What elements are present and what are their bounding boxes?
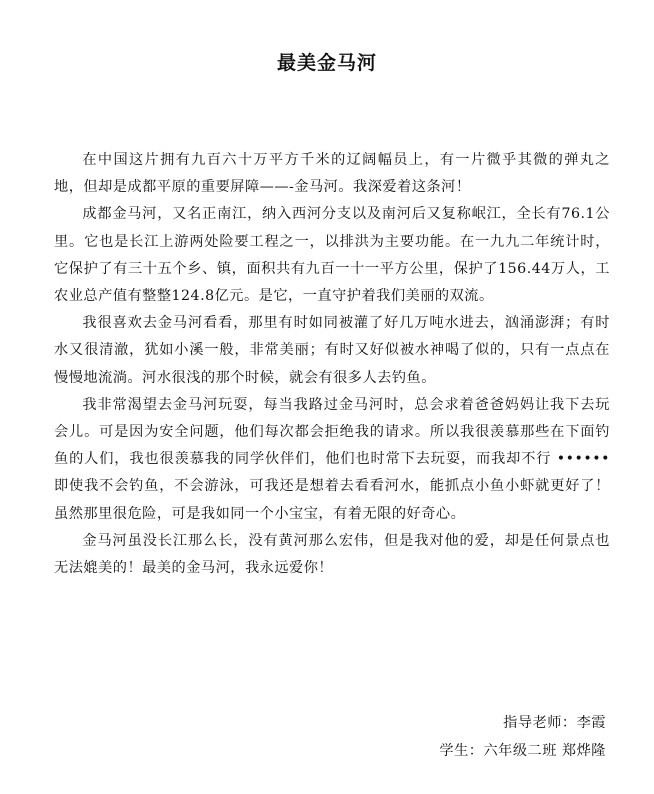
essay-body	[54, 147, 610, 582]
paragraph-2: 成都金马河，又名正南江，纳入西河分支以及南河后又复称岷江，全长有76.1公里。它也是长江上游两处险要工程之一，以排洪为主要功能。在一九九二年统计时，它保护了有三十五个乡、镇，面积共有九百一十一平方公里，保护了156.44万人，工农业总产值有整整124.8亿元。是它，一直守护着我们美丽的双流。	[54, 206, 610, 305]
student-line: 学生：六年级二班 郑烨隆	[439, 743, 606, 759]
paragraph-1: 在中国这片拥有九百六十万平方千米的辽阔幅员上，有一片微乎其微的弹丸之地，但却是成都平原的重要屏障——-金马河。我深爱着这条河！	[54, 152, 610, 196]
document-title: 最美金马河	[276, 52, 377, 74]
signature-block	[439, 709, 606, 765]
paragraph-4: 我非常渴望去金马河玩耍，每当我路过金马河时，总会求着爸爸妈妈让我下去玩会儿。可是因为安全问题，他们每次都会拒绝我的请求。所以我很羡慕那些在下面钓鱼的人们，我也很羡慕我的同学伙伴们，他们也时常下去玩耍，而我却不行 •••••• 即使我不会钓鱼，不会游泳，可我还是想着去看看河水，能抓点小鱼小虾就更好了！虽然那里很危险，可是我如同一个小宝宝，有着无限的好奇心。	[54, 396, 610, 522]
paragraph-5: 金马河虽没长江那么长，没有黄河那么宏伟，但是我对他的爱，却是任何景点也无法媲美的！最美的金马河，我永远爱你！	[54, 532, 610, 577]
teacher-line: 指导老师：李霞	[503, 715, 606, 731]
paragraph-3: 我很喜欢去金马河看看，那里有时如同被灌了好几万吨水进去，汹涌澎湃；有时水又很清澈，犹如小溪一般，非常美丽；有时又好似被水神喝了似的，只有一点点在慢慢地流淌。河水很浅的那个时候，就会有很多人去钓鱼。	[54, 315, 610, 386]
